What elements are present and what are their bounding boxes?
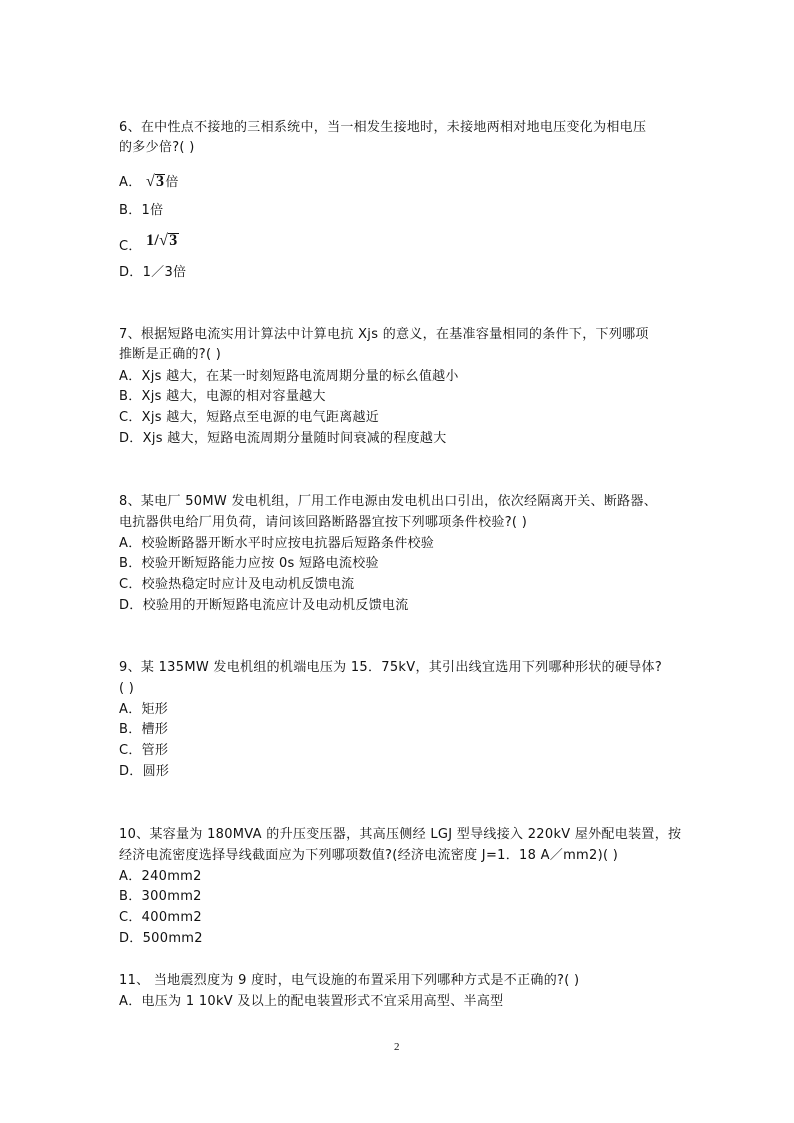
- option-a: A．Xjs 越大，在某一时刻短路电流周期分量的标幺值越小: [119, 369, 459, 384]
- radicand: 3: [156, 173, 165, 190]
- sqrt-3-formula: √3: [145, 173, 165, 190]
- one-over-sqrt-3-formula: 1/√3: [146, 232, 178, 249]
- option-d: D．圆形: [119, 764, 170, 779]
- question-text: 11、 当地震烈度为 9 度时，电气设施的布置采用下列哪种方式是不正确的?( ): [119, 973, 580, 988]
- question-text: 推断是正确的?( ): [119, 347, 222, 362]
- question-text: 的多少倍?( ): [119, 140, 195, 155]
- option-c: C．管形: [119, 743, 169, 758]
- page-number: 2: [394, 1041, 400, 1053]
- option-label: C．: [119, 239, 142, 254]
- option-d: D．校验用的开断短路电流应计及电动机反馈电流: [119, 598, 409, 613]
- option-suffix: 倍: [165, 175, 179, 190]
- question-text: 6、在中性点不接地的三相系统中，当一相发生接地时，未接地两相对地电压变化为相电压: [119, 120, 647, 135]
- option-a: A．电压为 1 10kV 及以上的配电装置形式不宜采用高型、半高型: [119, 994, 504, 1009]
- question-text: 9、某 135MW 发电机组的机端电压为 15．75kV，其引出线宜选用下列哪种形状的硬导体?: [119, 660, 663, 675]
- option-c: C．400mm2: [119, 910, 202, 925]
- question-text: 7、根据短路电流实用计算法中计算电抗 Xjs 的意义，在基准容量相同的条件下，下列哪项: [119, 327, 649, 342]
- option-b: B．1倍: [119, 203, 164, 218]
- option-d: D．500mm2: [119, 931, 203, 946]
- radicand: 3: [169, 232, 178, 249]
- option-b: B．Xjs 越大，电源的相对容量越大: [119, 389, 326, 404]
- option-label: A．: [119, 175, 142, 190]
- option-c: C．Xjs 越大，短路点至电源的电气距离越近: [119, 410, 380, 425]
- option-a: A．240mm2: [119, 869, 202, 884]
- option-a: A．矩形: [119, 702, 169, 717]
- question-text: 经济电流密度选择导线截面应为下列哪项数值?(经济电流密度 J=1．18 A／mm2)( ): [119, 848, 619, 863]
- option-c: [119, 232, 179, 254]
- option-d: D．1／3倍: [119, 265, 187, 280]
- question-text: 电抗器供电给厂用负荷，请问该回路断路器宜按下列哪项条件校验?( ): [119, 515, 528, 530]
- question-text: ( ): [119, 681, 135, 696]
- option-a: [119, 173, 179, 192]
- option-d: D．Xjs 越大，短路电流周期分量随时间衰减的程度越大: [119, 431, 447, 446]
- question-text: 8、某电厂 50MW 发电机组，厂用工作电源由发电机出口引出，依次经隔离开关、断路器、: [119, 494, 658, 509]
- option-a: A．校验断路器开断水平时应按电抗器后短路条件校验: [119, 536, 435, 551]
- numerator: 1/: [146, 232, 160, 249]
- option-b: B．300mm2: [119, 889, 202, 904]
- option-c: C．校验热稳定时应计及电动机反馈电流: [119, 577, 355, 592]
- question-text: 10、某容量为 180MVA 的升压变压器，其高压侧经 LGJ 型导线接入 220kV 屋外配电装置，按: [119, 827, 682, 842]
- option-b: B．校验开断短路能力应按 0s 短路电流校验: [119, 556, 379, 571]
- option-b: B．槽形: [119, 722, 169, 737]
